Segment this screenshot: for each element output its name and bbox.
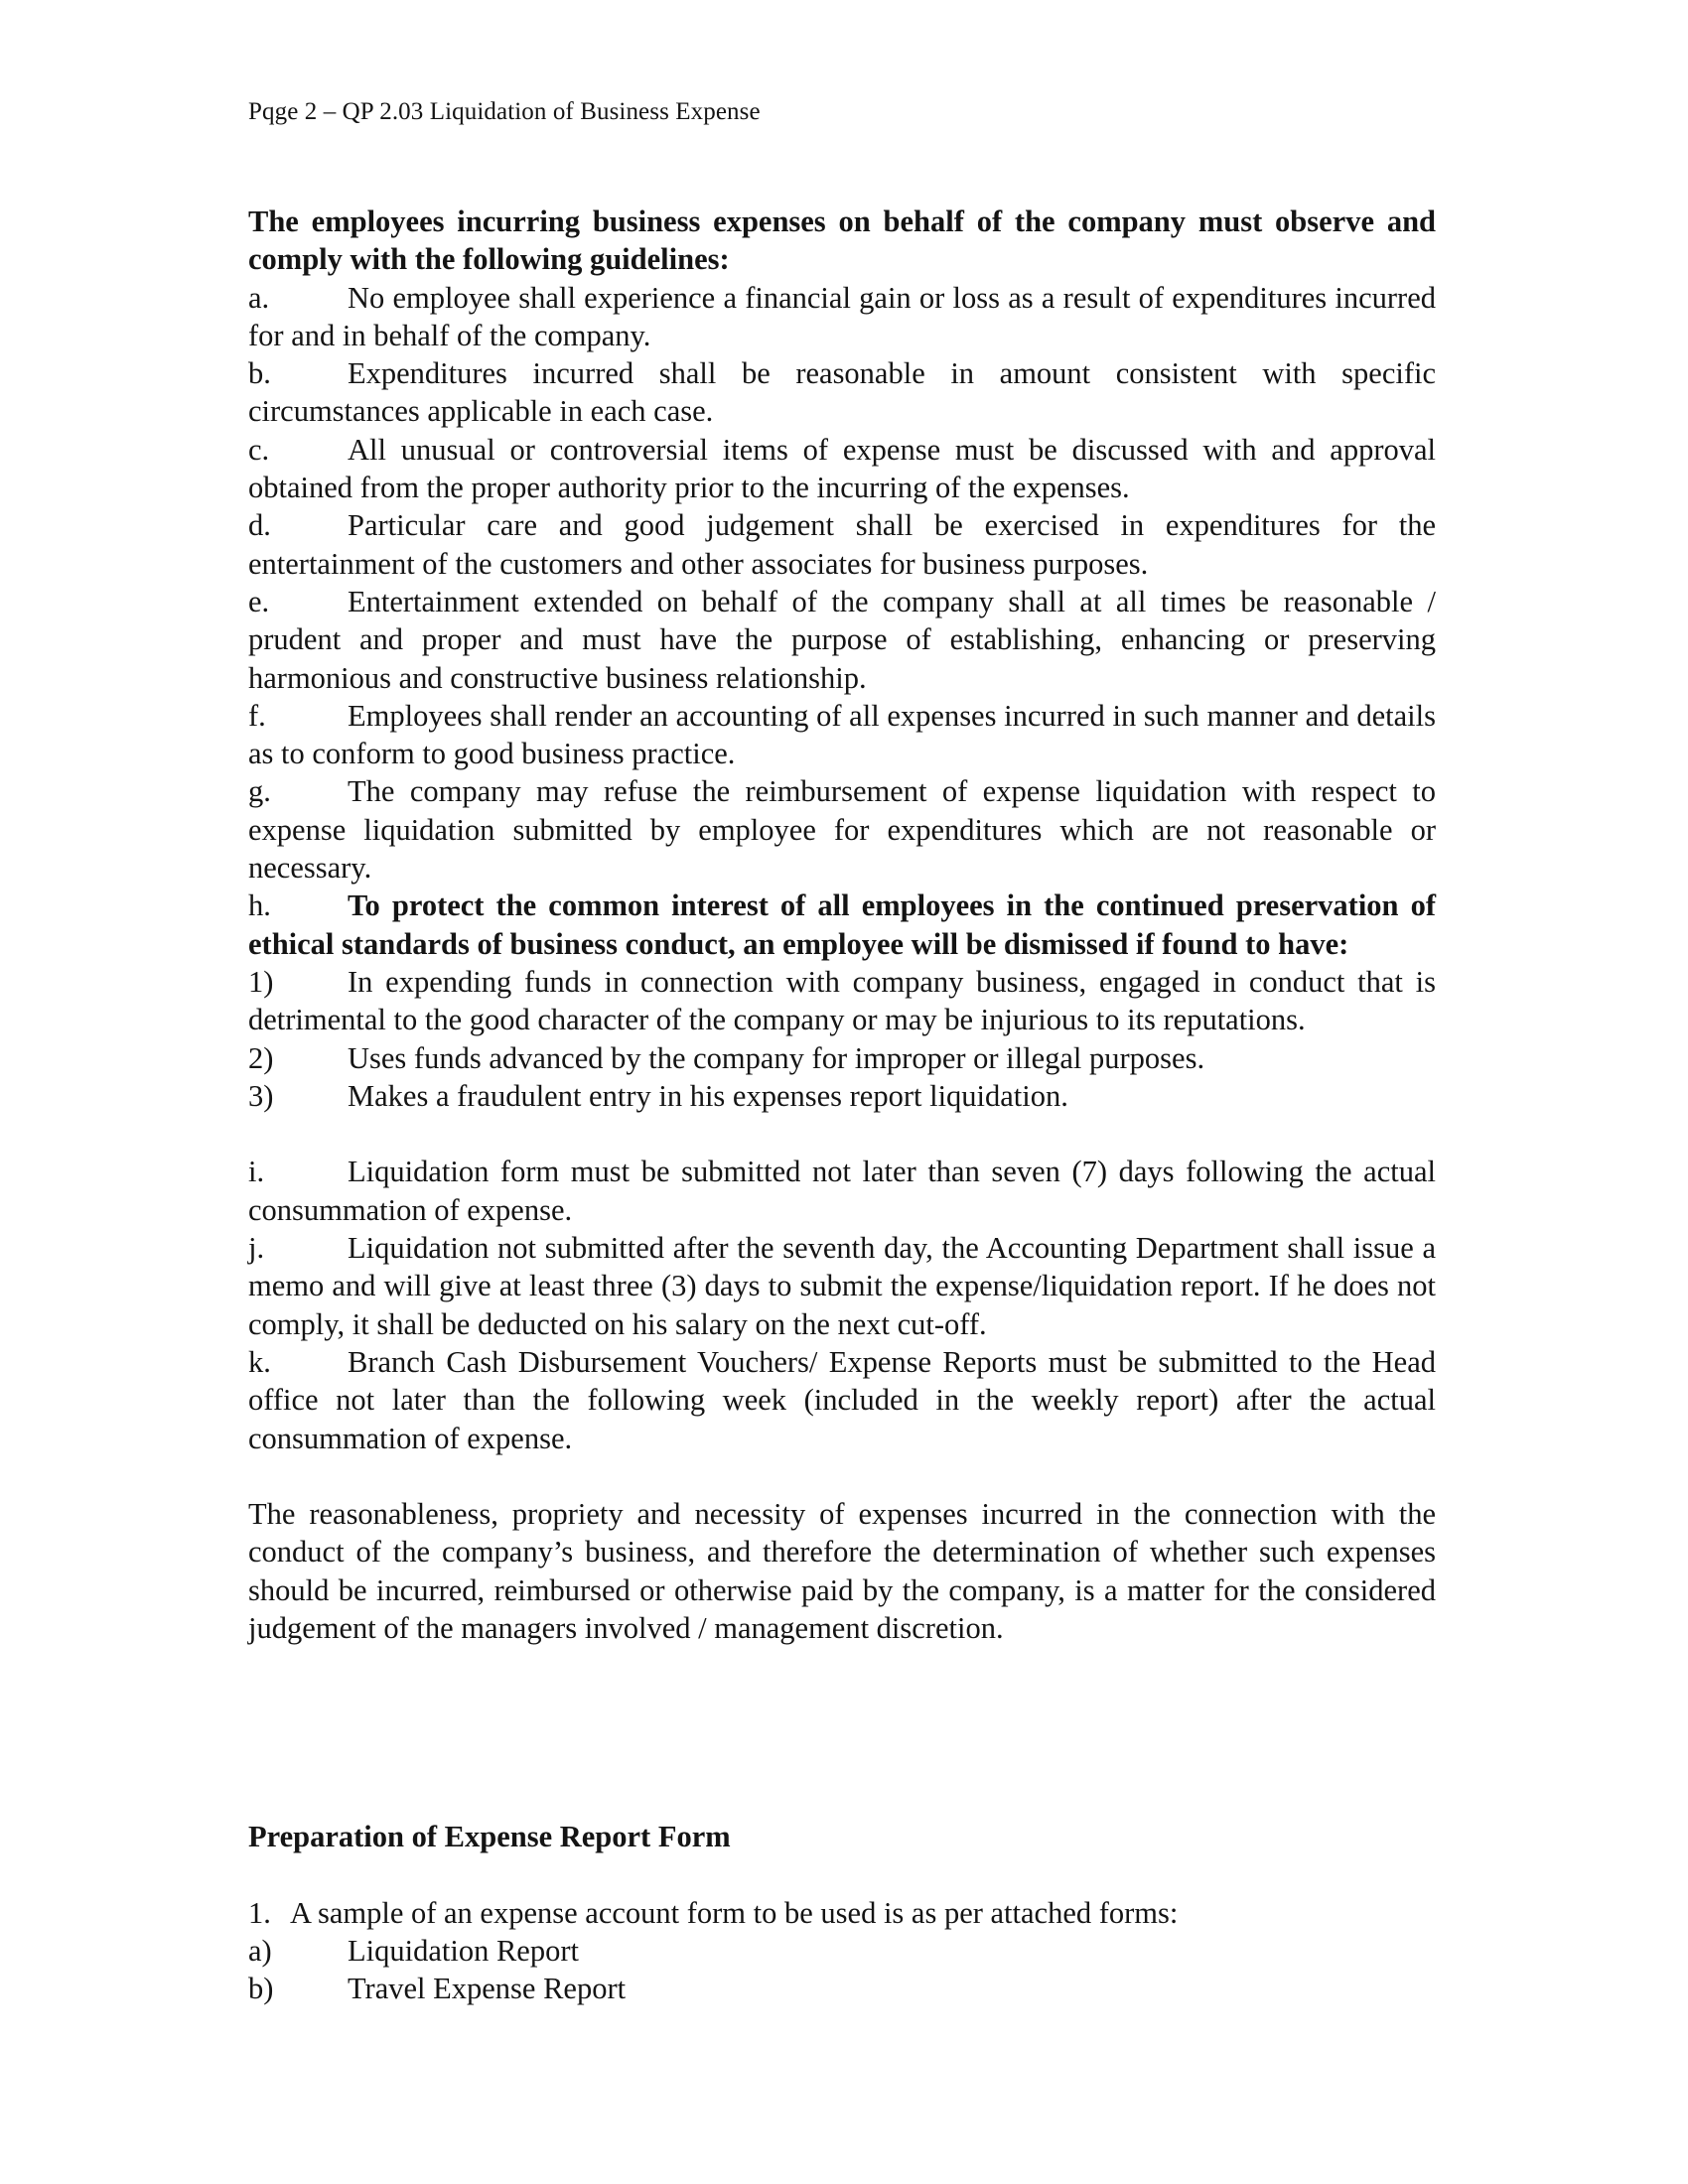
page-header: Pqge 2 – QP 2.03 Liquidation of Business Expense [248, 98, 761, 125]
item-text: Expenditures incurred shall be reasonable in amount consistent with specific circumstances applicable in each case. [248, 356, 1436, 429]
item-text: Entertainment extended on behalf of the company shall at all times be reasonable / prudent and proper and must have the purpose of establishing, enhancing or preserving harmonious and constructive business relationship. [248, 584, 1436, 695]
item-marker: a) [248, 1934, 272, 1969]
item-marker: f. [248, 698, 266, 733]
spacer [248, 1647, 1436, 1818]
item-marker: a. [248, 280, 270, 315]
item-marker: g. [248, 774, 271, 809]
guideline-item [248, 354, 1436, 431]
item-marker: b) [248, 1972, 274, 2006]
spacer [248, 1856, 1436, 1894]
item-text: No employee shall experience a financial gain or loss as a result of expenditures incurred for and in behalf of the company. [248, 280, 1436, 352]
submission-rule [248, 1229, 1436, 1343]
closing-paragraph: The reasonableness, propriety and necessity of expenses incurred in the connection with the conduct of the company’s business, and therefore the determination of whether such expenses should be incurred, reimbursed or otherwise paid by the company, is a matter for the considered judgement of the managers involved / management discretion. [248, 1497, 1436, 1645]
submission-rule [248, 1153, 1436, 1229]
step-marker: 1. [248, 1895, 271, 1930]
item-text: To protect the common interest of all employees in the continued preservation of ethical standards of business conduct, an employee will be dismissed if found to have: [248, 888, 1436, 961]
dismissal-reason [248, 963, 1436, 1039]
item-marker: c. [248, 432, 270, 467]
item-text: Liquidation form must be submitted not later than seven (7) days following the actual consummation of expense. [248, 1155, 1436, 1227]
item-text: Travel Expense Report [348, 1972, 627, 2006]
preparation-step [248, 1894, 1436, 1932]
item-marker: b. [248, 356, 271, 391]
document-body [248, 203, 1436, 2008]
dismissal-reason [248, 1039, 1436, 1077]
submission-rule [248, 1343, 1436, 1457]
item-text: Liquidation Report [348, 1934, 579, 1969]
item-text: Branch Cash Disbursement Vouchers/ Expense Reports must be submitted to the Head office not later than the following week (included in the weekly report) after the actual consummation of expense. [248, 1344, 1436, 1455]
item-text: The company may refuse the reimbursement of expense liquidation with respect to expense liquidation submitted by employee for expenditures which are not reasonable or necessary. [248, 774, 1436, 886]
item-marker: h. [248, 888, 271, 923]
item-text: Liquidation not submitted after the seventh day, the Accounting Department shall issue a memo and will give at least three (3) days to submit the expense/liquidation report. If he does not comply, it shall be deducted on his salary on the next cut-off. [248, 1231, 1436, 1341]
item-text: Particular care and good judgement shall be exercised in expenditures for the entertainment of the customers and other associates for business purposes. [248, 508, 1436, 581]
item-text: Uses funds advanced by the company for improper or illegal purposes. [348, 1040, 1205, 1075]
item-text: All unusual or controversial items of expense must be discussed with and approval obtained from the proper authority prior to the incurring of the expenses. [248, 432, 1436, 505]
form-list-item [248, 1932, 1436, 1970]
item-marker: j. [248, 1231, 265, 1266]
item-text: Employees shall render an accounting of all expenses incurred in such manner and details as to conform to good business practice. [248, 698, 1436, 771]
item-marker: i. [248, 1155, 265, 1189]
guideline-item [248, 583, 1436, 697]
item-text: In expending funds in connection with company business, engaged in conduct that is detrimental to the good character of the company or may be injurious to its reputations. [248, 964, 1436, 1037]
item-marker: 3) [248, 1078, 274, 1113]
item-marker: 2) [248, 1040, 274, 1075]
guidelines-intro: The employees incurring business expenses on behalf of the company must observe and comply with the following guidelines: [248, 205, 1436, 277]
item-marker: 1) [248, 964, 274, 999]
item-marker: k. [248, 1344, 271, 1379]
guideline-item [248, 279, 1436, 355]
item-marker: e. [248, 584, 270, 618]
spacer [248, 1115, 1436, 1153]
guideline-item-dismissal [248, 887, 1436, 963]
guideline-item [248, 506, 1436, 583]
item-text: Makes a fraudulent entry in his expenses report liquidation. [348, 1078, 1068, 1113]
item-marker: d. [248, 508, 271, 543]
guideline-item [248, 431, 1436, 507]
guideline-item [248, 772, 1436, 887]
step-text: A sample of an expense account form to be used is as per attached forms: [290, 1895, 1179, 1930]
guideline-item [248, 697, 1436, 773]
dismissal-reason [248, 1077, 1436, 1115]
form-list-item [248, 1970, 1436, 2007]
section-heading: Preparation of Expense Report Form [248, 1820, 731, 1854]
spacer [248, 1457, 1436, 1495]
